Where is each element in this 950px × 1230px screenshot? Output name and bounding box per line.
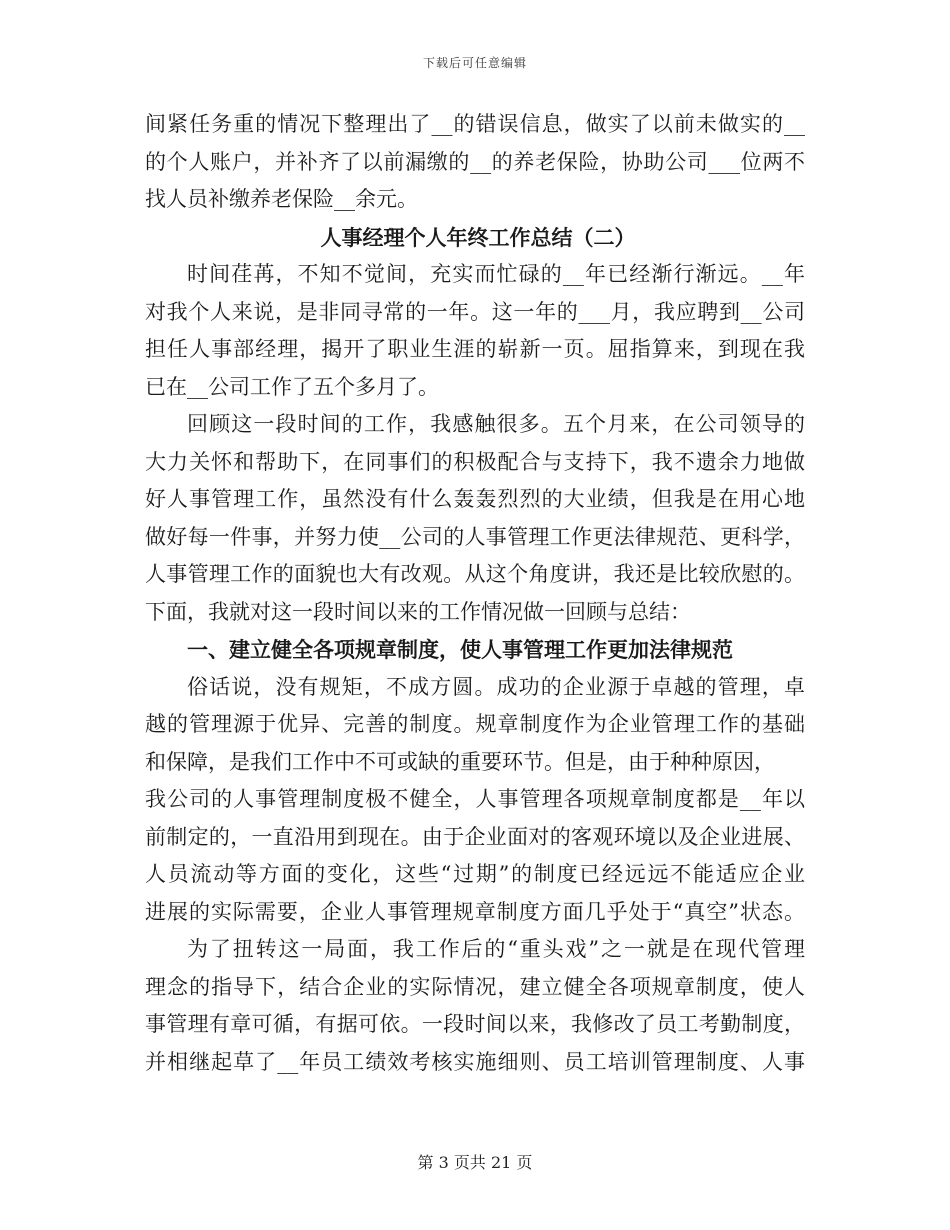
text-line: 俗话说，没有规矩，不成方圆。成功的企业源于卓越的管理，卓 (187, 674, 805, 699)
text-line: 好人事管理工作，虽然没有什么轰轰烈烈的大业绩，但我是在用心地 (145, 487, 805, 511)
text-line: 前制定的，一直沿用到现在。由于企业面对的客观环境以及企业进展、 (145, 824, 805, 849)
text-line: 间紧任务重的情况下整理出了__的错误信息，做实了以前未做实的__ (145, 112, 805, 136)
text-line: 人员流动等方面的变化，这些“过期”的制度已经远远不能适应企业 (145, 862, 805, 886)
text-line: 为了扭转这一局面，我工作后的“重头戏”之一就是在现代管理 (187, 937, 805, 961)
text-line: 并相继起草了__年员工绩效考核实施细则、员工培训管理制度、人事 (145, 1049, 805, 1074)
text-line: 事管理有章可循，有据可依。一段时间以来，我修改了员工考勤制度， (145, 1012, 805, 1036)
page-header-note: 下载后可任意编辑 (422, 56, 527, 70)
text-line: 大力关怀和帮助下，在同事们的积极配合与支持下，我不遗余力地做 (145, 449, 805, 474)
text-line: 人事管理工作的面貌也大有改观。从这个角度讲，我还是比较欣慰的。 (145, 562, 805, 586)
text-line: 已在__公司工作了五个多月了。 (145, 374, 439, 399)
section-title: 人事经理个人年终工作总结（二） (320, 224, 636, 250)
text-line: 回顾这一段时间的工作，我感触很多。五个月来，在公司领导的 (187, 412, 805, 436)
text-line: 我公司的人事管理制度极不健全，人事管理各项规章制度都是__年以 (145, 787, 805, 811)
page-footer: 第 3 页共 21 页 (417, 1153, 533, 1172)
section-heading: 一、建立健全各项规章制度，使人事管理工作更加法律规范 (187, 637, 733, 662)
text-line: 进展的实际需要，企业人事管理规章制度方面几乎处于“真空”状态。 (145, 899, 805, 924)
text-line: 担任人事部经理，揭开了职业生涯的崭新一页。屈指算来，到现在我 (145, 337, 805, 361)
text-line: 越的管理源于优异、完善的制度。规章制度作为企业管理工作的基础 (145, 712, 805, 736)
text-line: 做好每一件事，并努力使__公司的人事管理工作更法律规范、更科学， (145, 524, 805, 549)
text-line: 下面，我就对这一段时间以来的工作情况做一回顾与总结： (145, 599, 691, 624)
text-line: 对我个人来说，是非同寻常的一年。这一年的___月，我应聘到__公司 (145, 299, 805, 324)
text-line: 理念的指导下，结合企业的实际情况，建立健全各项规章制度，使人 (145, 974, 805, 999)
text-line: 找人员补缴养老保险__余元。 (145, 187, 418, 211)
text-line: 和保障，是我们工作中不可或缺的重要环节。但是，由于种种原因， (145, 749, 775, 774)
text-line: 时间荏苒，不知不觉间，充实而忙碌的__年已经渐行渐远。__年 (187, 262, 805, 286)
document-body (145, 106, 805, 1081)
text-line: 的个人账户，并补齐了以前漏缴的__的养老保险，协助公司___位两不 (145, 149, 805, 174)
